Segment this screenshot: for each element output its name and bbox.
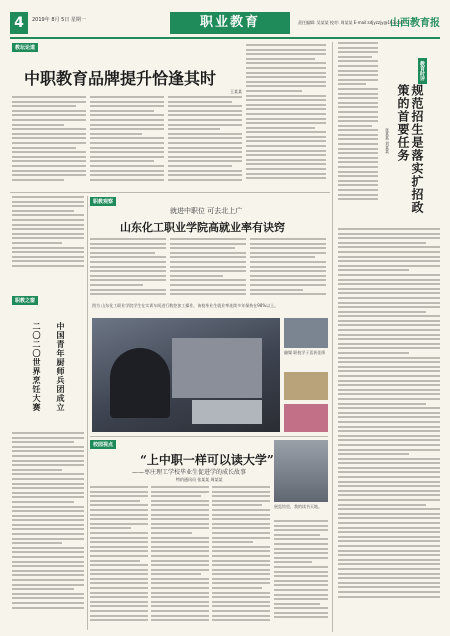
right-text-upper [338, 42, 378, 222]
tag-mid: 职教观察 [90, 197, 116, 206]
lead-text-col-4 [246, 44, 326, 188]
bottom-photo-caption: 展览馆里，我的读书天地。 [274, 504, 322, 509]
right-text-lower [338, 228, 440, 630]
bottom-text-col-2 [151, 486, 209, 630]
middle-article-title: 山东化工职业学院高就业率有诀窍 [120, 221, 285, 234]
side-photo-3 [284, 404, 328, 432]
photo-workbench [192, 400, 262, 424]
header-rule [10, 37, 440, 39]
side-photo-caption: 融媒 职校学子喜获佳绩 [284, 350, 326, 355]
middle-kicker: 就进中职位 可去北上广 [170, 207, 243, 215]
lead-article-byline: 王某某 [230, 89, 242, 94]
side-photo-1 [284, 318, 328, 348]
tag-right: 教育时评 [418, 58, 427, 84]
bottom-text-col-4 [274, 520, 328, 630]
newspaper-logo: 山西教育报 [390, 18, 440, 29]
left-bottom-text [12, 432, 84, 630]
bottom-text-col-1 [90, 486, 148, 630]
left-brief-text [12, 196, 84, 276]
bottom-article-byline: 特约通讯员 张某某 周某某 [176, 477, 223, 482]
lead-article-title: 中职教育品牌提升恰逢其时 [24, 69, 217, 88]
section-title: 职业教育 [170, 12, 290, 34]
middle-text-col-1 [90, 238, 166, 300]
middle-text-col-3 [250, 238, 326, 300]
main-photo-caption: 图为 山东化工职业学院学生在实训车间进行数控加工操作，该校毕业生就业率连续多年保持在98%以上。 [92, 303, 279, 308]
side-photo-2 [284, 372, 328, 400]
bottom-text-col-3 [212, 486, 270, 630]
right-article-title: 规范招生是落实扩招政策的首要任务 [396, 84, 424, 214]
left-bottom-title: 中国青年厨师兵团成立 [56, 322, 66, 412]
photo-figure-student [110, 348, 170, 418]
editor-meta: 责任编辑: 吴某某 校对: 周某某 E-mail:sdjyzzjy@163.com [298, 20, 405, 25]
divider-1 [10, 192, 330, 193]
bottom-article-subtitle: ——枣庄理工学校毕业生促进学的成长故事 [132, 469, 247, 476]
tag-bottom-left: 职教之窗 [12, 296, 38, 305]
column-divider-left [87, 196, 88, 630]
tag-bottom-mid: 校园视点 [90, 440, 116, 449]
page-number: 4 [10, 12, 28, 34]
bottom-article-title: “上中职一样可以读大学” [140, 453, 274, 467]
tag-top-left: 教坛论道 [12, 43, 38, 52]
left-bottom-title-2: 二〇二〇世界烹饪大赛 [32, 322, 42, 412]
column-divider-right [332, 42, 333, 632]
divider-2 [90, 436, 328, 437]
lead-text-col-2 [90, 96, 164, 188]
middle-text-col-2 [170, 238, 246, 300]
issue-date: 2019年 8月 5日 星期一 [32, 17, 86, 23]
bottom-photo [274, 440, 328, 502]
page-header [10, 12, 440, 36]
photo-machine [172, 338, 262, 398]
right-article-byline: 张某某 刘某某 [385, 128, 390, 154]
main-photo [92, 318, 280, 432]
lead-text-col-3 [168, 96, 242, 188]
lead-text-col-1 [12, 96, 86, 188]
